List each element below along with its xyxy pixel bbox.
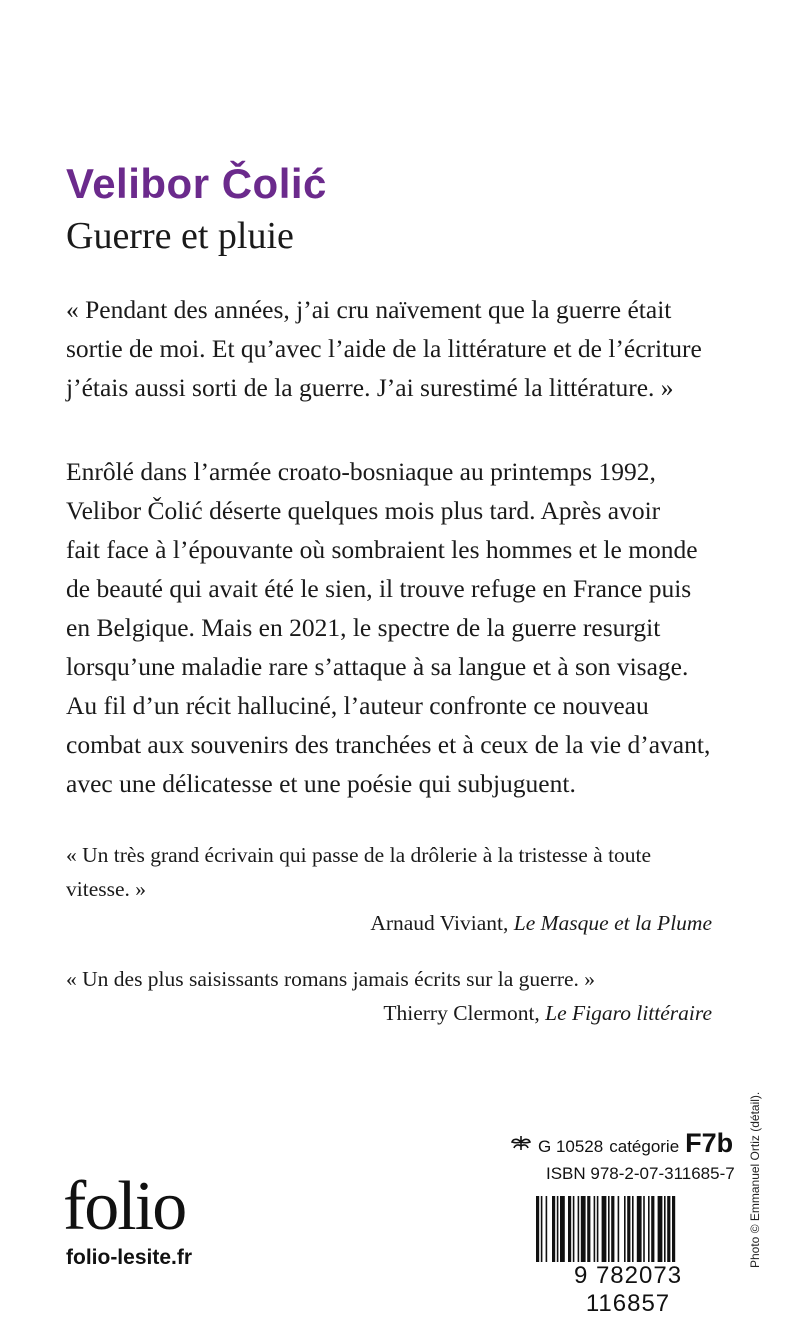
catalog-line: [510, 1128, 733, 1159]
summary-line: en Belgique. Mais en 2021, le spectre de la guerre resurgit: [66, 613, 661, 642]
barcode-bar: [664, 1196, 666, 1262]
barcode-bar: [546, 1196, 548, 1262]
barcode-bar: [658, 1196, 663, 1262]
press-quote-line: vitesse. »: [66, 877, 147, 901]
barcode-bar: [594, 1196, 596, 1262]
barcode-bar: [568, 1196, 571, 1262]
press-quote-line: « Un des plus saisissants romans jamais écrits sur la guerre. »: [66, 967, 596, 991]
category-code: F7b: [685, 1128, 734, 1158]
barcode-bar: [643, 1196, 645, 1262]
barcode-bar: [587, 1196, 590, 1262]
barcode-bar: [560, 1196, 565, 1262]
photo-credit: Photo © Emmanuel Ortiz (détail).: [748, 1091, 762, 1268]
category-label: catégorie: [609, 1137, 680, 1156]
barcode-bar: [648, 1196, 650, 1262]
epigraph-line: « Pendant des années, j’ai cru naïvement que la guerre était: [66, 295, 672, 324]
isbn: ISBN 978-2-07-311685-7: [546, 1164, 735, 1183]
barcode-bar: [597, 1196, 599, 1262]
barcode-bar: [667, 1196, 670, 1262]
barcode-bar: [627, 1196, 630, 1262]
barcode: [530, 1196, 726, 1317]
barcode-bar: [672, 1196, 675, 1262]
barcode-bar: [552, 1196, 555, 1262]
publisher-site: folio-lesite.fr: [66, 1246, 193, 1269]
summary-paragraph: [66, 452, 746, 803]
barcode-bar: [541, 1196, 543, 1262]
barcode-bar: [611, 1196, 614, 1262]
summary-line: Velibor Čolić déserte quelques mois plus tard. Après avoir: [66, 496, 661, 525]
press-source-name: Thierry Clermont,: [383, 1001, 546, 1025]
press-source: [66, 906, 726, 940]
barcode-bar: [618, 1196, 620, 1262]
book-title: Guerre et pluie: [66, 215, 294, 257]
epigraph-line: sortie de moi. Et qu’avec l’aide de la littérature et de l’écriture: [66, 334, 702, 363]
barcode-bar: [608, 1196, 610, 1262]
barcode-digits: 9 782073 116857: [573, 1262, 683, 1317]
press-source-work: Le Figaro littéraire: [545, 1001, 712, 1025]
publisher-logo: folio: [63, 1168, 186, 1245]
epigraph-line: j’étais aussi sorti de la guerre. J’ai surestimé la littérature. »: [66, 373, 674, 402]
barcode-bar: [557, 1196, 559, 1262]
barcode-bar: [651, 1196, 654, 1262]
barcode-bar: [581, 1196, 586, 1262]
barcode-bar: [578, 1196, 580, 1262]
summary-line: combat aux souvenirs des tranchées et à ceux de la vie d’avant,: [66, 730, 711, 759]
summary-line: de beauté qui avait été le sien, il trouve refuge en France puis: [66, 574, 692, 603]
press-quote-1: [66, 838, 726, 940]
summary-line: fait face à l’épouvante où sombraient les hommes et le monde: [66, 535, 698, 564]
barcode-bar: [573, 1196, 575, 1262]
barcode-bar: [536, 1196, 539, 1262]
press-source: [66, 996, 726, 1030]
summary-line: Au fil d’un récit halluciné, l’auteur confronte ce nouveau: [66, 691, 649, 720]
barcode-bar: [624, 1196, 626, 1262]
summary-line: avec une délicatesse et une poésie qui subjuguent.: [66, 769, 576, 798]
press-source-work: Le Masque et la Plume: [513, 911, 712, 935]
press-quote-line: « Un très grand écrivain qui passe de la drôlerie à la tristesse à toute: [66, 843, 652, 867]
epigraph-quote: [66, 290, 746, 407]
leaf-ornament-icon: [510, 1134, 532, 1157]
barcode-bar: [632, 1196, 634, 1262]
catalog-number: G 10528: [538, 1137, 604, 1156]
barcode-bar: [637, 1196, 642, 1262]
summary-line: lorsqu’une maladie rare s’attaque à sa langue et à son visage.: [66, 652, 689, 681]
summary-line: Enrôlé dans l’armée croato-bosniaque au printemps 1992,: [66, 457, 656, 486]
press-source-name: Arnaud Viviant,: [370, 911, 514, 935]
author-name: Velibor Čolić: [66, 160, 327, 207]
barcode-bar: [602, 1196, 607, 1262]
press-quote-2: [66, 962, 726, 1030]
barcode-bars: [530, 1196, 726, 1266]
